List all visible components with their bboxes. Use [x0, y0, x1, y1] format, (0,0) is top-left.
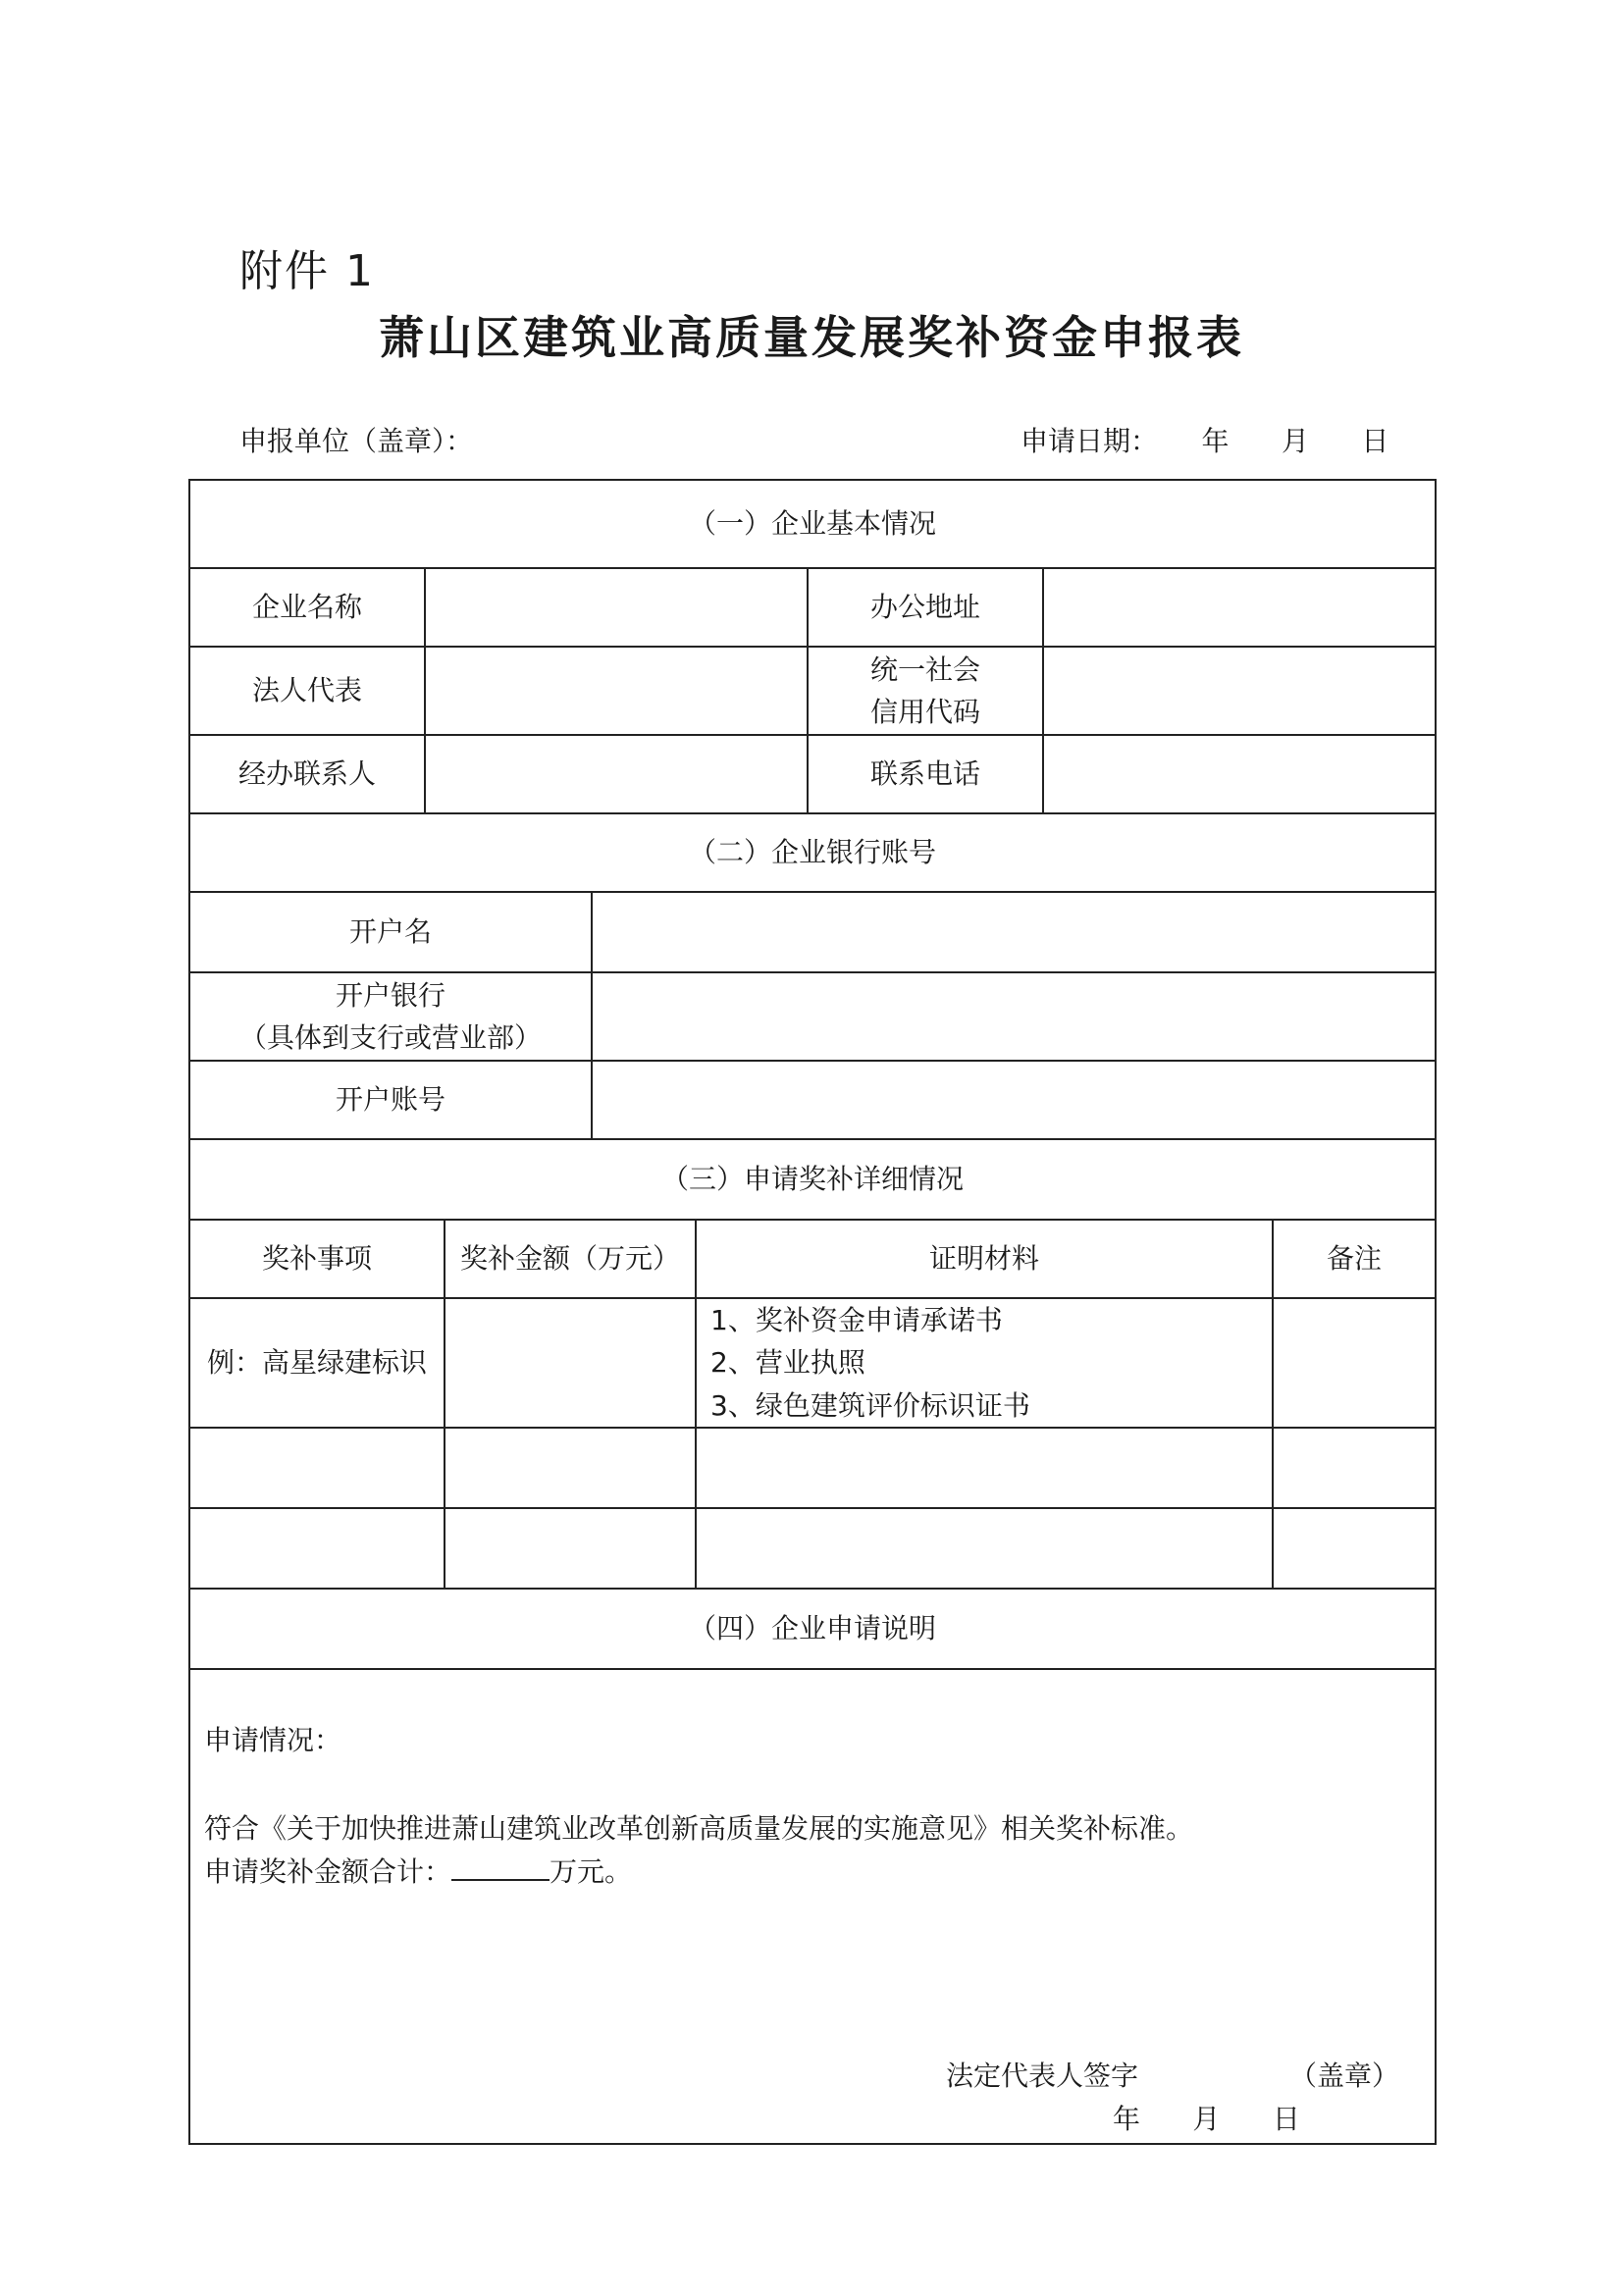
- form-title: 萧山区建筑业高质量发展奖补资金申报表: [379, 311, 1244, 364]
- company-name-row: [190, 567, 1435, 646]
- section-2-header: [190, 812, 1435, 891]
- contact-person-label: 经办联系人: [237, 757, 376, 791]
- bank-field[interactable]: [591, 973, 1435, 1060]
- column-header: 备注: [1272, 1221, 1435, 1297]
- attachment-label: 附件 1: [239, 246, 375, 296]
- statement-row: [190, 1668, 1435, 2143]
- compliance-text: 符合《关于加快推进萧山建筑业改革创新高质量发展的实施意见》相关奖补标准。: [204, 1812, 1194, 1845]
- contact-phone-label: 联系电话: [807, 736, 1042, 812]
- section-3-header: [190, 1138, 1435, 1219]
- bank-label-line1: 开户银行: [335, 978, 445, 1012]
- account-name-field[interactable]: [591, 893, 1435, 971]
- contact-phone-field[interactable]: [1042, 736, 1435, 812]
- signature-day: 日: [1272, 2103, 1300, 2135]
- proof-field[interactable]: [695, 1429, 1272, 1507]
- signature-year: 年: [1113, 2103, 1141, 2135]
- amount-field[interactable]: [444, 1509, 695, 1588]
- item-field[interactable]: [190, 1429, 444, 1507]
- section-1-header: [190, 481, 1435, 567]
- total-amount-suffix: 万元。: [550, 1855, 633, 1888]
- legal-rep-field[interactable]: [424, 648, 807, 734]
- item-field[interactable]: [190, 1509, 444, 1588]
- application-date: [1021, 420, 1388, 459]
- applicant-unit-label: 申报单位（盖章）：: [239, 425, 474, 457]
- bank-label-line2: （具体到支行或营业部）: [238, 1021, 542, 1054]
- column-header: 奖补金额（万元）: [444, 1221, 695, 1297]
- credit-code-label-line1: 统一社会: [869, 652, 980, 686]
- column-header: 证明材料: [695, 1221, 1272, 1297]
- section-3-title: （三）申请奖补详细情况: [660, 1163, 964, 1196]
- remarks-field[interactable]: [1272, 1509, 1435, 1588]
- table-row: [190, 1507, 1435, 1588]
- situation-label: 申请情况：: [204, 1724, 342, 1756]
- column-header: 奖补事项: [261, 1242, 372, 1276]
- total-amount-line: [204, 1851, 632, 1890]
- account-name-label: 开户名: [348, 915, 432, 949]
- proof-item: 3、绿色建筑评价标识证书: [710, 1388, 1030, 1422]
- account-number-label: 开户账号: [335, 1083, 445, 1117]
- seal-label: （盖章）: [1289, 2060, 1400, 2092]
- legal-rep-label: 法人代表: [251, 674, 362, 707]
- total-amount-blank[interactable]: [451, 1857, 550, 1881]
- total-amount-prefix: 申请奖补金额合计：: [204, 1855, 452, 1888]
- credit-code-field[interactable]: [1042, 648, 1435, 734]
- contact-person-field[interactable]: [424, 736, 807, 812]
- date-day: 日: [1361, 425, 1389, 457]
- account-number-field[interactable]: [591, 1062, 1435, 1138]
- contact-row: [190, 734, 1435, 812]
- section-4-header: [190, 1588, 1435, 1668]
- section-4-title: （四）企业申请说明: [688, 1612, 936, 1645]
- signature-date: [1113, 2098, 1300, 2137]
- section-1-title: （一）企业基本情况: [688, 507, 936, 541]
- amount-field[interactable]: [444, 1429, 695, 1507]
- date-label: 申请日期：: [1021, 425, 1159, 457]
- credit-code-label: [807, 648, 1042, 734]
- subsidy-table-header: [190, 1219, 1435, 1297]
- signature-month: 月: [1192, 2103, 1221, 2135]
- date-month: 月: [1281, 425, 1309, 457]
- office-address-label: 办公地址: [807, 569, 1042, 646]
- company-name-field[interactable]: [424, 569, 807, 646]
- date-year: 年: [1201, 425, 1230, 457]
- proof-materials: [695, 1299, 1272, 1427]
- proof-item: 2、营业执照: [710, 1346, 865, 1380]
- proof-item: 1、奖补资金申请承诺书: [710, 1303, 1003, 1336]
- section-2-title: （二）企业银行账号: [688, 836, 936, 869]
- bank-label: [190, 973, 591, 1060]
- company-name-label: 企业名称: [251, 591, 362, 624]
- application-form-table: [188, 479, 1437, 2145]
- credit-code-label-line2: 信用代码: [869, 696, 980, 728]
- office-address-field[interactable]: [1042, 569, 1435, 646]
- legal-rep-row: [190, 646, 1435, 734]
- signature-label: 法定代表人签字: [946, 2060, 1139, 2092]
- remarks-field[interactable]: [1272, 1429, 1435, 1507]
- table-row-example: [190, 1297, 1435, 1427]
- bank-row: [190, 971, 1435, 1060]
- application-statement: [190, 1670, 1435, 2143]
- remarks-field[interactable]: [1272, 1299, 1435, 1427]
- table-row: [190, 1427, 1435, 1507]
- account-name-row: [190, 891, 1435, 971]
- amount-field[interactable]: [444, 1299, 695, 1427]
- account-number-row: [190, 1060, 1435, 1138]
- proof-field[interactable]: [695, 1509, 1272, 1588]
- example-item: 例：高星绿建标识: [206, 1346, 427, 1380]
